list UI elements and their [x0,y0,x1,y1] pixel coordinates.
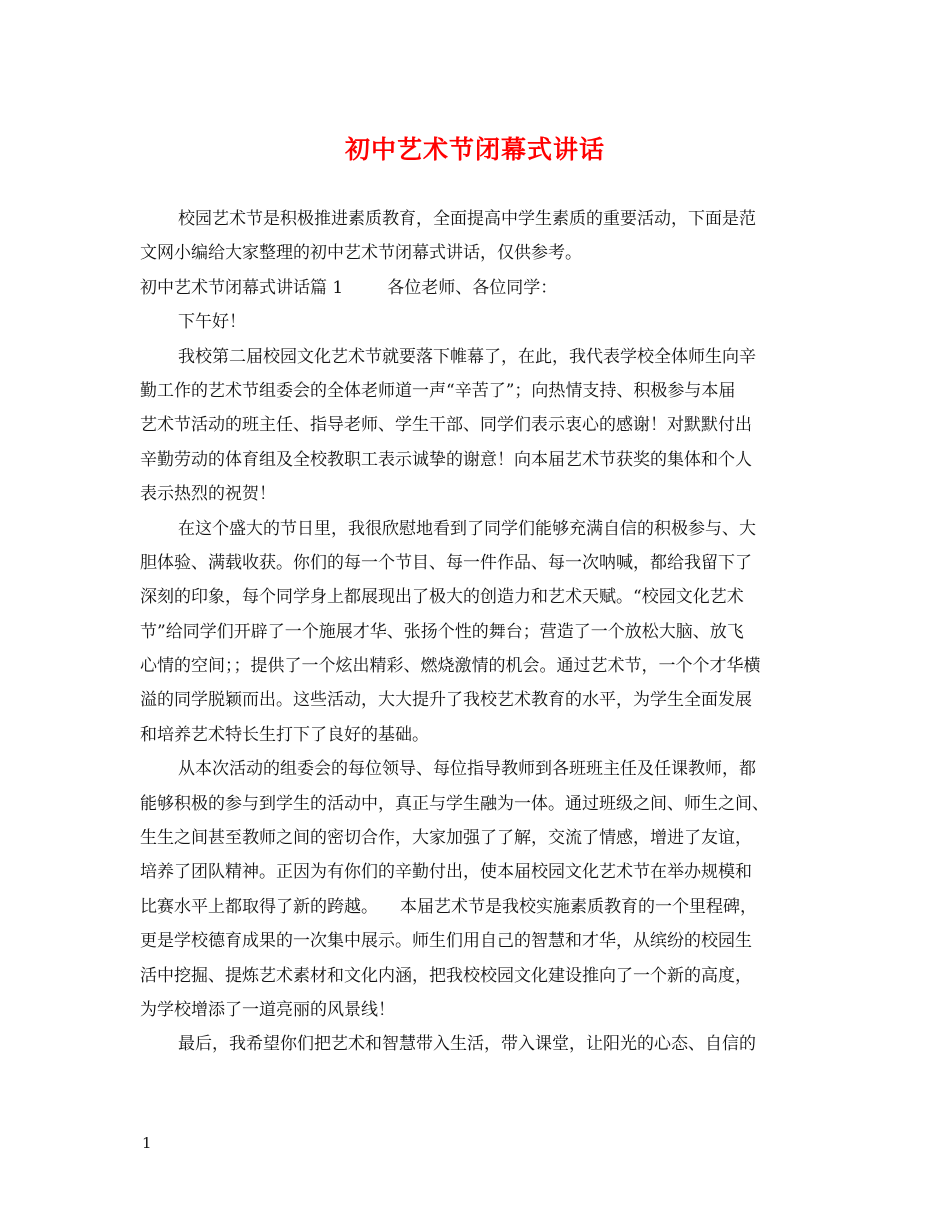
text-line: 培养了团队精神。正因为有你们的辛勤付出，使本届校园文化艺术节在举办规模和 [140,862,752,883]
text-line: 能够积极的参与到学生的活动中，真正与学生融为一体。通过班级之间、师生之间、 [140,793,769,814]
text-line: 文网小编给大家整理的初中艺术节闭幕式讲话，仅供参考。 [140,243,582,264]
text-line: 为学校增添了一道亮丽的风景线！ [140,999,395,1020]
text-line: 胆体验、满载收获。你们的每一个节目、每一件作品、每一次呐喊，都给我留下了 [140,552,752,573]
text-line: 勤工作的艺术节组委会的全体老师道一声“辛苦了”；向热情支持、积极参与本届 [140,380,736,401]
text-line: 生生之间甚至教师之间的密切合作，大家加强了了解，交流了情感，增进了友谊， [140,828,752,849]
text-line: 我校第二届校园文化艺术节就要落下帷幕了，在此，我代表学校全体师生向辛 [178,346,756,367]
text-line: 心情的空间；；提供了一个炫出精彩、燃烧激情的机会。通过艺术节，一个个才华横 [140,656,761,677]
section-heading: 初中艺术节闭幕式讲话篇 1 [140,277,344,298]
text-line: 深刻的印象，每个同学身上都展现出了极大的创造力和艺术天赋。“校园文化艺术 [140,587,744,608]
page-number: 1 [142,1134,152,1152]
salutation: 各位老师、各位同学： [387,277,558,298]
text-line: 活中挖掘、提炼艺术素材和文化内涵，把我校校园文化建设推向了一个新的高度， [140,965,752,986]
text-line: 最后，我希望你们把艺术和智慧带入生活，带入课堂，让阳光的心态、自信的 [178,1034,756,1055]
text-line: 艺术节活动的班主任、指导老师、学生干部、同学们表示衷心的感谢！对默默付出 [140,415,752,436]
text-line: 和培养艺术特长生打下了良好的基础。 [140,724,429,745]
text-line: 下午好！ [178,312,246,333]
document-title: 初中艺术节闭幕式讲话 [344,135,605,164]
text-segment: 本届艺术节是我校实施素质教育的一个里程碑， [400,896,757,917]
text-line [140,271,820,305]
text-segment: 比赛水平上都取得了新的跨越。 [140,896,378,917]
text-line: 校园艺术节是积极推进素质教育，全面提高中学生素质的重要活动，下面是范 [178,209,756,229]
document-body [140,202,820,1062]
text-line [140,890,820,924]
text-line: 从本次活动的组委会的每位领导、每位指导教师到各班班主任及任课教师，都 [178,759,756,780]
text-line: 在这个盛大的节日里，我很欣慰地看到了同学们能够充满自信的积极参与、大 [178,518,756,539]
text-line: 更是学校德育成果的一次集中展示。师生们用自己的智慧和才华，从缤纷的校园生 [140,931,752,952]
text-line: 表示热烈的祝贺！ [140,484,276,505]
text-line: 辛勤劳动的体育组及全校教职工表示诚挚的谢意！向本届艺术节获奖的集体和个人 [140,449,752,470]
text-line: 节”给同学们开辟了一个施展才华、张扬个性的舞台；营造了一个放松大脑、放飞 [140,621,744,642]
text-line: 溢的同学脱颖而出。这些活动，大大提升了我校艺术教育的水平，为学生全面发展 [140,690,752,711]
